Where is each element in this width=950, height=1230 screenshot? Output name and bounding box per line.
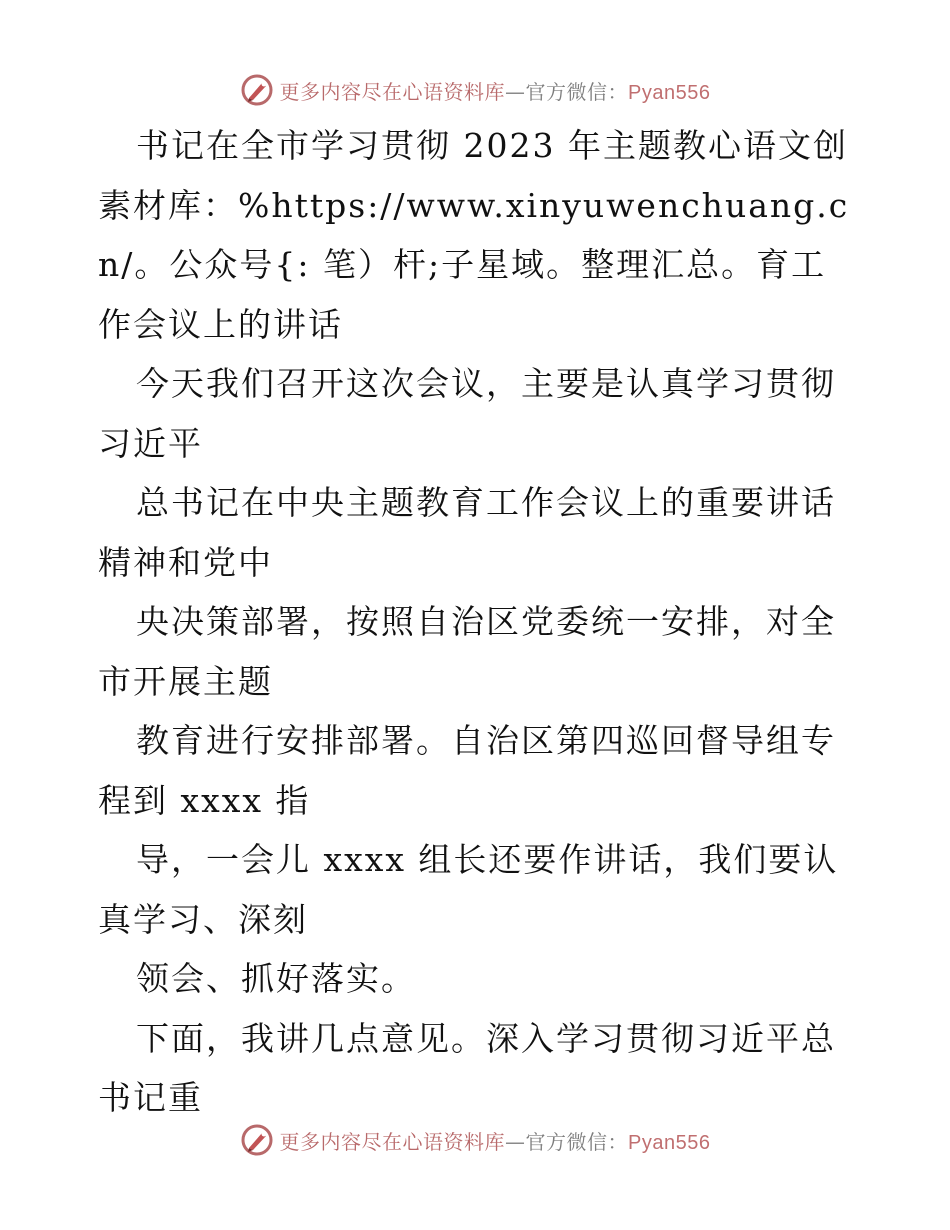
separator: —	[505, 79, 526, 104]
document-body	[98, 116, 858, 1128]
header-banner-text	[280, 76, 711, 105]
pen-circle-logo-icon	[240, 73, 274, 107]
header-banner	[0, 70, 950, 110]
paragraph-7: 领会、抓好落实。	[136, 959, 416, 998]
paragraph-6: 导，一会儿 xxxx 组长还要作讲话，我们要认真学习、深刻	[98, 840, 839, 939]
wechat-label: 官方微信：	[525, 79, 629, 104]
separator: —	[505, 1129, 526, 1154]
brand-text: 更多内容尽在心语资料库	[279, 1129, 506, 1154]
pen-circle-logo-icon	[240, 1123, 274, 1157]
paragraph-5: 教育进行安排部署。自治区第四巡回督导组专程到 xxxx 指	[98, 721, 836, 820]
footer-banner-text	[280, 1126, 711, 1155]
paragraph-1: 书记在全市学习贯彻 2023 年主题教心语文创素材库：%https://www.xinyuwenchuang.cn/。公众号{: 笔）杆;子星域。整理汇总。育工作会议上的讲话	[98, 126, 850, 344]
paragraph-8: 下面，我讲几点意见。深入学习贯彻习近平总书记重	[98, 1018, 836, 1117]
footer-banner	[0, 1120, 950, 1160]
wechat-label: 官方微信：	[525, 1129, 629, 1154]
paragraph-3: 总书记在中央主题教育工作会议上的重要讲话精神和党中	[98, 483, 836, 582]
brand-text: 更多内容尽在心语资料库	[279, 79, 506, 104]
wechat-id: Pyan556	[628, 1131, 711, 1154]
paragraph-4: 央决策部署，按照自治区党委统一安排，对全市开展主题	[98, 602, 836, 701]
wechat-id: Pyan556	[628, 81, 711, 104]
paragraph-2: 今天我们召开这次会议，主要是认真学习贯彻习近平	[98, 364, 836, 463]
